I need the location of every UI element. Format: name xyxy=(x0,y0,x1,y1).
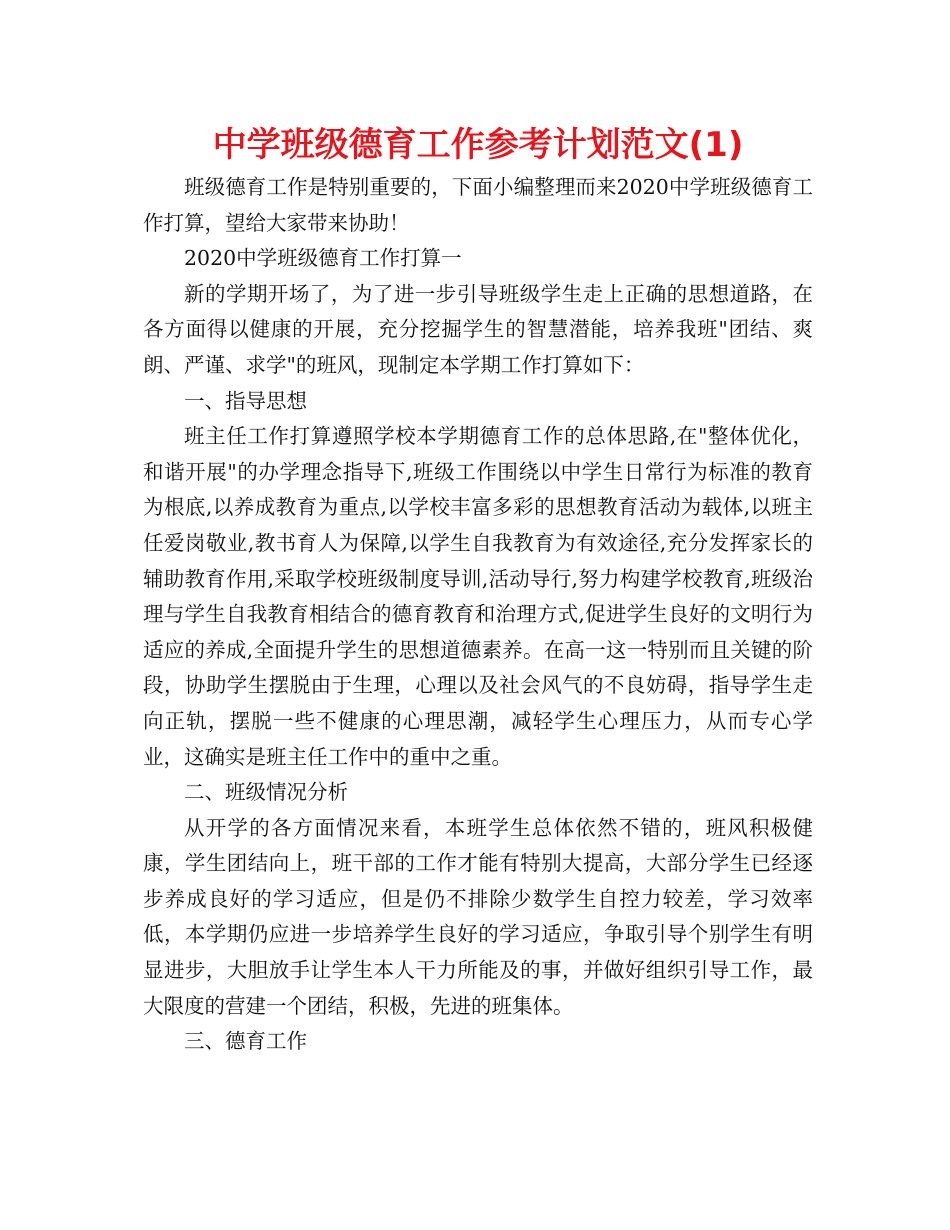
class-analysis-paragraph: 从开学的各方面情况来看，本班学生总体依然不错的，班风积极健康，学生团结向上，班干部的工作才能有特别大提高，大部分学生已经逐步养成良好的学习适应，但是仍不排除少数学生自控力较差，学习效率低，本学期仍应进一步培养学生良好的学习适应，争取引导个别学生有明显进步，大胆放手让学生本人干力所能及的事，并做好组织引导工作，最大限度的营建一个团结，积极，先进的班集体。 xyxy=(143,815,813,1018)
section-heading-guiding-thought: 一、指导思想 xyxy=(184,388,307,413)
intro-paragraph: 班级德育工作是特别重要的，下面小编整理而来2020中学班级德育工作打算，望给大家带来协助！ xyxy=(143,175,813,235)
document-title: 中学班级德育工作参考计划范文(1) xyxy=(212,125,744,165)
guiding-thought-paragraph: 班主任工作打算遵照学校本学期德育工作的总体思路,在"整体优化，和谐开展"的办学理念指导下,班级工作围绕以中学生日常行为标准的教育为根底,以养成教育为重点,以学校丰富多彩的思想教育活动为载体,以班主任爱岗敬业,教书育人为保障,以学生自我教育为有效途径,充分发挥家长的辅助教育作用,采取学校班级制度导训,活动导行,努力构建学校教育,班级治理与学生自我教育相结合的德育教育和治理方式,促进学生良好的文明行为适应的养成,全面提升学生的思想道德素养。在高一这一特别而且关键的阶段，协助学生摆脱由于生理，心理以及社会风气的不良妨碍，指导学生走向正轨，摆脱一些不健康的心理思潮，减轻学生心理压力，从而专心学业，这确实是班主任工作中的重中之重。 xyxy=(143,424,813,769)
document-page xyxy=(143,120,813,1060)
section-heading-class-analysis: 二、班级情况分析 xyxy=(184,780,348,805)
opening-paragraph: 新的学期开场了，为了进一步引导班级学生走上正确的思想道路，在各方面得以健康的开展，充分挖掘学生的智慧潜能，培养我班"团结、爽朗、严谨、求学"的班风，现制定本学期工作打算如下： xyxy=(143,281,813,377)
section-heading-moral-education: 三、德育工作 xyxy=(184,1029,307,1054)
plan-heading: 2020中学班级德育工作打算一 xyxy=(184,246,462,271)
